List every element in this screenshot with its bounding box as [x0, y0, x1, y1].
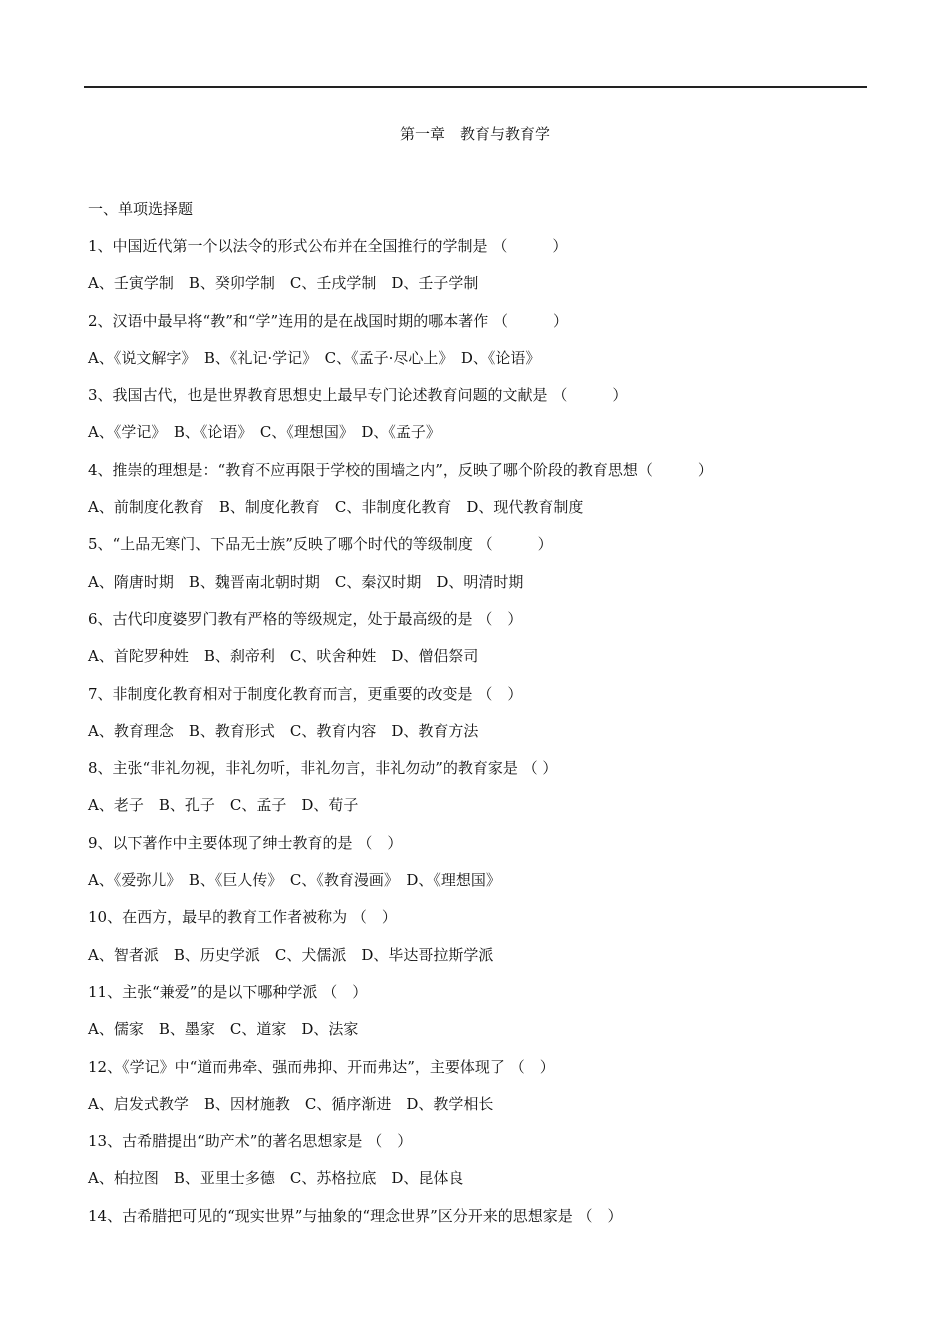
question-text: 8、主张“非礼勿视，非礼勿听，非礼勿言，非礼勿动”的教育家是 （ ） — [88, 759, 558, 778]
question-list — [88, 235, 888, 1242]
question-text: 2、汉语中最早将“教”和“学”连用的是在战国时期的哪本著作 （ ） — [88, 311, 568, 330]
answer-options: A、首陀罗种姓 B、刹帝利 C、吠舍种姓 D、僧侣祭司 — [88, 647, 479, 666]
question-text: 7、非制度化教育相对于制度化教育而言，更重要的改变是 （ ） — [88, 684, 523, 703]
answer-options: A、智者派 B、历史学派 C、犬儒派 D、毕达哥拉斯学派 — [88, 945, 494, 964]
answer-options: A、《学记》 B、《论语》 C、《理想国》 D、《孟子》 — [88, 423, 441, 442]
answer-options: A、前制度化教育 B、制度化教育 C、非制度化教育 D、现代教育制度 — [88, 498, 584, 517]
header-rule — [84, 86, 867, 88]
question-text: 10、在西方，最早的教育工作者被称为 （ ） — [88, 908, 397, 927]
question-text: 14、古希腊把可见的“现实世界”与抽象的“理念世界”区分开来的思想家是 （ ） — [88, 1206, 623, 1225]
answer-options: A、壬寅学制 B、癸卯学制 C、壬戌学制 D、壬子学制 — [88, 274, 479, 293]
answer-options: A、《爱弥儿》 B、《巨人传》 C、《教育漫画》 D、《理想国》 — [88, 871, 501, 890]
question-text: 1、中国近代第一个以法令的形式公布并在全国推行的学制是 （ ） — [88, 237, 568, 255]
question-text: 9、以下著作中主要体现了绅士教育的是 （ ） — [88, 833, 403, 852]
question-text: 6、古代印度婆罗门教有严格的等级规定，处于最高级的是 （ ） — [88, 609, 523, 628]
section-title: 一、单项选择题 — [88, 200, 194, 218]
answer-options: A、启发式教学 B、因材施教 C、循序渐进 D、教学相长 — [88, 1094, 494, 1113]
question-text: 12、《学记》中“道而弗牵、强而弗抑、开而弗达”，主要体现了 （ ） — [88, 1057, 555, 1076]
answer-options: A、教育理念 B、教育形式 C、教育内容 D、教育方法 — [88, 721, 479, 740]
answer-options: A、《说文解字》 B、《礼记·学记》 C、《孟子·尽心上》 D、《论语》 — [88, 348, 541, 367]
question-text: 3、我国古代，也是世界教育思想史上最早专门论述教育问题的文献是 （ ） — [88, 386, 628, 405]
question-text: 11、主张“兼爱”的是以下哪种学派 （ ） — [88, 982, 368, 1001]
answer-options: A、隋唐时期 B、魏晋南北朝时期 C、秦汉时期 D、明清时期 — [88, 572, 524, 591]
question-text: 13、古希腊提出“助产术”的著名思想家是 （ ） — [88, 1132, 413, 1151]
chapter-title: 第一章 教育与教育学 — [399, 125, 550, 143]
question-text: 4、推崇的理想是：“教育不应再限于学校的围墙之内”，反映了哪个阶段的教育思想（ ） — [88, 460, 713, 479]
answer-options: A、柏拉图 B、亚里士多德 C、苏格拉底 D、昆体良 — [88, 1169, 464, 1188]
answer-options: A、儒家 B、墨家 C、道家 D、法家 — [88, 1020, 359, 1039]
answer-options: A、老子 B、孔子 C、孟子 D、荀子 — [88, 796, 359, 815]
question-text: 5、“上品无寒门、下品无士族”反映了哪个时代的等级制度 （ ） — [88, 535, 553, 554]
